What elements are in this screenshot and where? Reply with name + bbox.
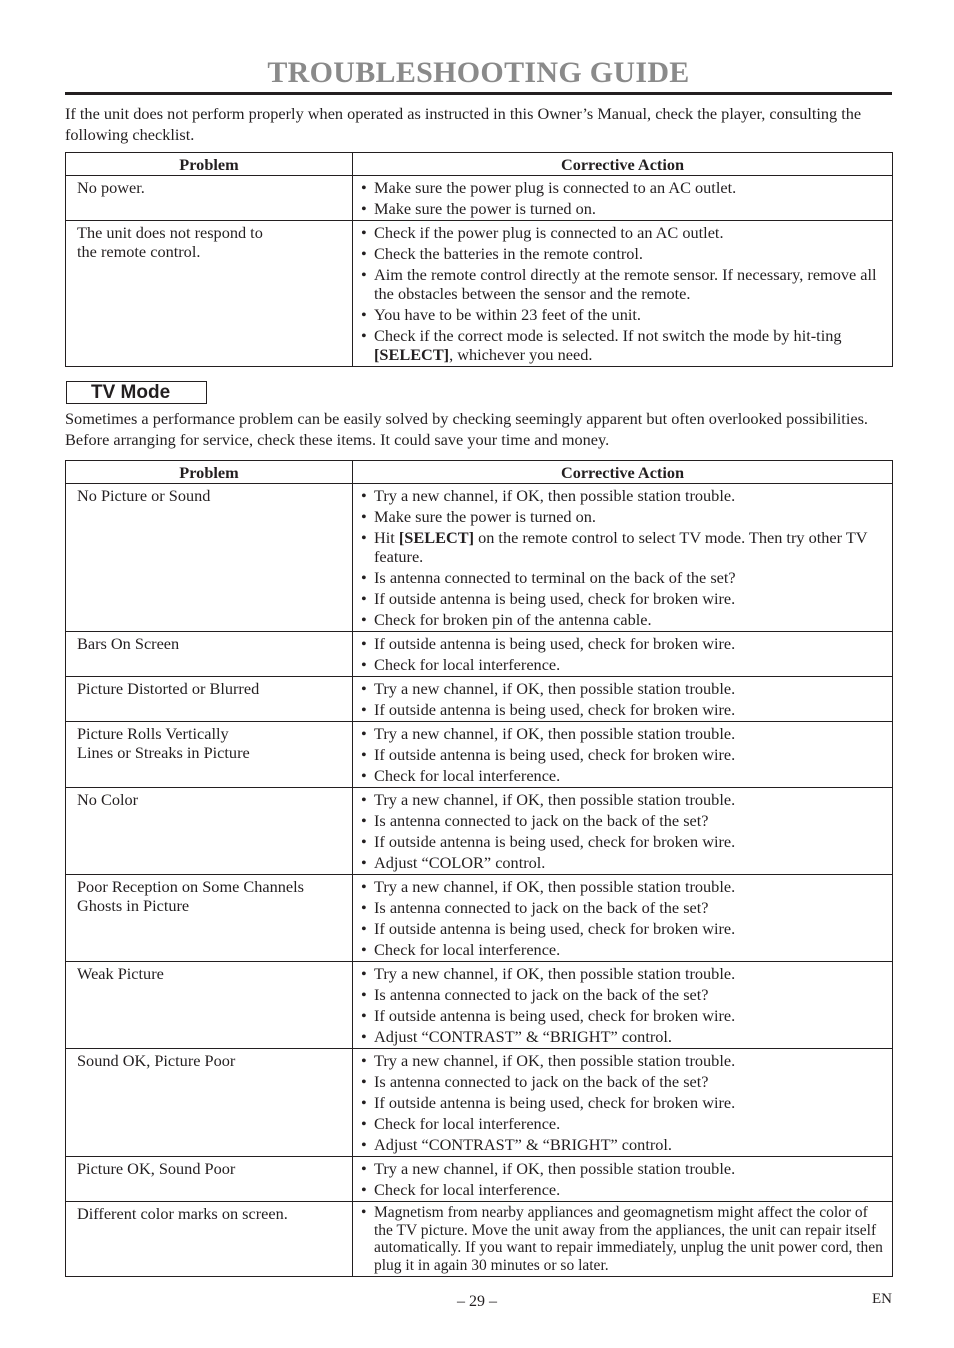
table-row	[66, 176, 893, 221]
action-list	[360, 486, 888, 629]
action-list	[360, 1051, 888, 1154]
problem-header: Problem	[66, 461, 353, 484]
page-title: TROUBLESHOOTING GUIDE	[267, 56, 690, 89]
action-cell	[353, 962, 893, 1049]
action-list	[360, 178, 888, 218]
action-list	[360, 724, 888, 785]
action-cell	[353, 632, 893, 677]
action-item: • If outside antenna is being used, check for broken wire.	[360, 832, 888, 851]
action-item: • If outside antenna is being used, check for broken wire.	[360, 634, 888, 653]
action-item: • Try a new channel, if OK, then possible station trouble.	[360, 486, 888, 505]
problem-cell: Bars On Screen	[66, 632, 353, 677]
action-item: • If outside antenna is being used, check for broken wire.	[360, 589, 888, 608]
action-item: • Is antenna connected to jack on the back of the set?	[360, 1072, 888, 1091]
action-item: • Is antenna connected to jack on the back of the set?	[360, 985, 888, 1004]
action-cell	[353, 788, 893, 875]
action-item: • Hit [SELECT] on the remote control to select TV mode. Then try other TV feature.	[360, 528, 888, 566]
title-rule	[65, 92, 892, 95]
general-troubleshooting-table	[65, 152, 893, 367]
problem-cell: Different color marks on screen.	[66, 1202, 353, 1277]
page-number: – 29 –	[457, 1293, 497, 1310]
table-row	[66, 875, 893, 962]
action-item: • Make sure the power is turned on.	[360, 507, 888, 526]
action-item: • Try a new channel, if OK, then possible station trouble.	[360, 1051, 888, 1070]
action-item: • You have to be within 23 feet of the unit.	[360, 305, 888, 324]
action-item: • Adjust “CONTRAST” & “BRIGHT” control.	[360, 1135, 888, 1154]
action-cell	[353, 677, 893, 722]
action-item: • Check for local interference.	[360, 655, 888, 674]
problem-cell: Sound OK, Picture Poor	[66, 1049, 353, 1157]
action-item: • Try a new channel, if OK, then possible station trouble.	[360, 724, 888, 743]
action-item: • If outside antenna is being used, check for broken wire.	[360, 919, 888, 938]
action-item: • Check for local interference.	[360, 1114, 888, 1133]
action-item: • Is antenna connected to terminal on the back of the set?	[360, 568, 888, 587]
action-item: • Adjust “COLOR” control.	[360, 853, 888, 872]
action-item: • Is antenna connected to jack on the back of the set?	[360, 811, 888, 830]
action-list	[360, 1159, 888, 1199]
problem-cell: Poor Reception on Some Channels Ghosts in Picture	[66, 875, 353, 962]
table-row	[66, 632, 893, 677]
action-item: • Magnetism from nearby appliances and geomagnetism might affect the color of the TV picture. Move the unit away from the appliances, the unit can repair itself automatically. If you want to repair immediately, unplug the unit power cord, then plug it in again 30 minutes or so later.	[360, 1204, 888, 1274]
action-item: • Try a new channel, if OK, then possible station trouble.	[360, 790, 888, 809]
intro-text: If the unit does not perform properly when operated as instructed in this Owner’s Manual, check the player, consulting the following checklist.	[65, 104, 862, 144]
action-item: • Check for broken pin of the antenna cable.	[360, 610, 888, 629]
table-row	[66, 484, 893, 632]
action-item: • Try a new channel, if OK, then possible station trouble.	[360, 964, 888, 983]
problem-cell: Picture OK, Sound Poor	[66, 1157, 353, 1202]
table-row	[66, 962, 893, 1049]
action-list	[360, 1204, 888, 1274]
problem-cell: No Color	[66, 788, 353, 875]
action-item: • Check if the correct mode is selected. If not switch the mode by hit-ting [SELECT], whichever you need.	[360, 326, 888, 364]
problem-cell: The unit does not respond to the remote control.	[66, 221, 353, 367]
action-cell	[353, 1157, 893, 1202]
tv-mode-intro: Sometimes a performance problem can be easily solved by checking seemingly apparent but often overlooked possibilities. Before arranging for service, check these items. It could save your time and money.	[65, 409, 868, 449]
action-item: • Try a new channel, if OK, then possible station trouble.	[360, 679, 888, 698]
tv-mode-troubleshooting-table	[65, 460, 893, 1277]
action-item: • Make sure the power is turned on.	[360, 199, 888, 218]
table-row	[66, 677, 893, 722]
action-item: • Try a new channel, if OK, then possible station trouble.	[360, 1159, 888, 1178]
problem-cell: Picture Distorted or Blurred	[66, 677, 353, 722]
action-item: • If outside antenna is being used, check for broken wire.	[360, 1093, 888, 1112]
table-row	[66, 722, 893, 788]
action-cell	[353, 484, 893, 632]
table-header-row	[66, 153, 893, 176]
table-row	[66, 1157, 893, 1202]
action-header: Corrective Action	[353, 153, 893, 176]
problem-cell: No power.	[66, 176, 353, 221]
action-item: • Check for local interference.	[360, 940, 888, 959]
action-item: • Adjust “CONTRAST” & “BRIGHT” control.	[360, 1027, 888, 1046]
action-item: • Check if the power plug is connected to an AC outlet.	[360, 223, 888, 242]
action-list	[360, 877, 888, 959]
action-item: • Check the batteries in the remote control.	[360, 244, 888, 263]
action-cell	[353, 1049, 893, 1157]
table-row	[66, 221, 893, 367]
problem-cell: No Picture or Sound	[66, 484, 353, 632]
action-item: • If outside antenna is being used, check for broken wire.	[360, 1006, 888, 1025]
action-cell	[353, 875, 893, 962]
table-row	[66, 788, 893, 875]
tv-mode-heading: TV Mode	[66, 381, 207, 404]
action-item: • Check for local interference.	[360, 1180, 888, 1199]
action-cell	[353, 176, 893, 221]
action-item: • If outside antenna is being used, check for broken wire.	[360, 745, 888, 764]
language-code: EN	[872, 1291, 892, 1307]
action-item: • Is antenna connected to jack on the back of the set?	[360, 898, 888, 917]
action-item: • Check for local interference.	[360, 766, 888, 785]
action-cell	[353, 1202, 893, 1277]
problem-header: Problem	[66, 153, 353, 176]
action-list	[360, 790, 888, 872]
action-list	[360, 634, 888, 674]
action-list	[360, 964, 888, 1046]
table-row	[66, 1049, 893, 1157]
problem-cell: Weak Picture	[66, 962, 353, 1049]
action-list	[360, 223, 888, 364]
action-item: • If outside antenna is being used, check for broken wire.	[360, 700, 888, 719]
action-header: Corrective Action	[353, 461, 893, 484]
problem-cell: Picture Rolls Vertically Lines or Streaks in Picture	[66, 722, 353, 788]
table-row	[66, 1202, 893, 1277]
action-cell	[353, 722, 893, 788]
action-cell	[353, 221, 893, 367]
action-item: • Try a new channel, if OK, then possible station trouble.	[360, 877, 888, 896]
table-header-row	[66, 461, 893, 484]
action-list	[360, 679, 888, 719]
action-item: • Make sure the power plug is connected to an AC outlet.	[360, 178, 888, 197]
action-item: • Aim the remote control directly at the remote sensor. If necessary, remove all the obstacles between the sensor and the remote.	[360, 265, 888, 303]
